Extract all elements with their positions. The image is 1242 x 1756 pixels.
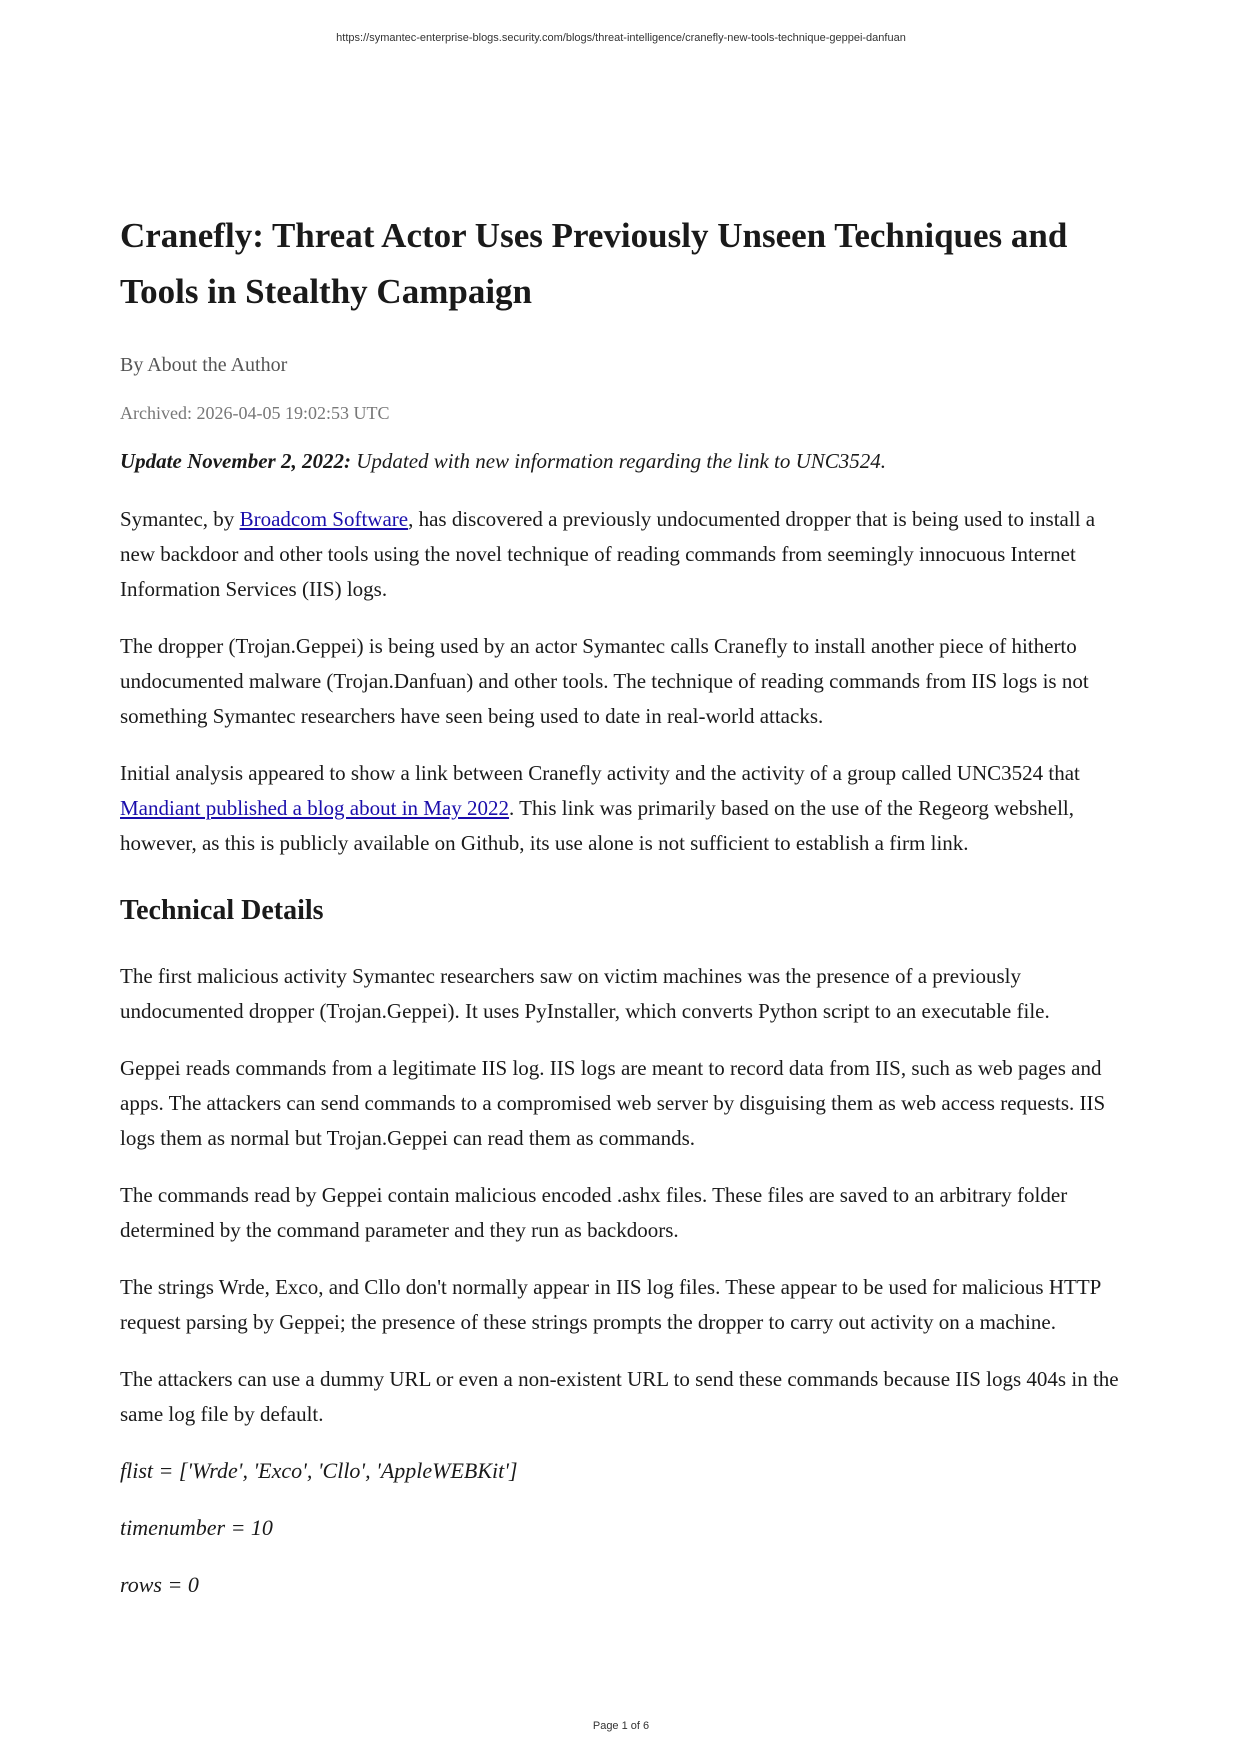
code-line-timenumber: timenumber = 10 <box>120 1515 273 1540</box>
paragraph-unc3524 <box>120 756 1130 861</box>
update-note <box>120 446 1130 476</box>
update-text: Updated with new information regarding the link to UNC3524. <box>350 449 887 473</box>
paragraph-first-activity: The first malicious activity Symantec researchers saw on victim machines was the presence of a previously undocumented dropper (Trojan.Geppei). It uses PyInstaller, which converts Python script to an executable file. <box>120 964 1050 1023</box>
paragraph-unc3524-before: Initial analysis appeared to show a link between Cranefly activity and the activity of a group called UNC3524 that <box>120 761 1080 785</box>
paragraph-strings: The strings Wrde, Exco, and Cllo don't normally appear in IIS log files. These appear to be used for malicious HTTP request parsing by Geppei; the presence of these strings prompts the dropper to carry out activity on a machine. <box>120 1275 1101 1334</box>
update-label: Update November 2, 2022: <box>120 449 351 473</box>
broadcom-software-link[interactable]: Broadcom Software <box>239 507 409 531</box>
code-line-rows: rows = 0 <box>120 1572 199 1597</box>
article-title: Cranefly: Threat Actor Uses Previously Unseen Techniques and Tools in Stealthy Campaign <box>120 216 1068 311</box>
code-line-flist: flist = ['Wrde', 'Exco', 'Cllo', 'AppleWEBKit'] <box>120 1458 518 1483</box>
page-url-header: https://symantec-enterprise-blogs.security.com/blogs/threat-intelligence/cranefly-new-tools-technique-geppei-danfuan <box>336 32 906 44</box>
page-number-footer: Page 1 of 6 <box>592 1720 650 1732</box>
paragraph-intro-after: , has discovered a previously undocumented dropper that is being used to install a new backdoor and other tools using the novel technique of reading commands from seemingly innocuous Internet Information Services (IIS) logs. <box>120 507 1096 601</box>
article <box>120 208 1130 1603</box>
paragraph-ashx-files: The commands read by Geppei contain malicious encoded .ashx files. These files are saved to an arbitrary folder determined by the command parameter and they run as backdoors. <box>120 1183 1068 1242</box>
mandiant-blog-link[interactable]: Mandiant published a blog about in May 2022 <box>120 796 510 820</box>
paragraph-unc3524-after: . This link was primarily based on the use of the Regeorg webshell, however, as this is publicly available on Github, its use alone is not sufficient to establish a firm link. <box>120 796 1074 855</box>
paragraph-iis-logs: Geppei reads commands from a legitimate IIS log. IIS logs are meant to record data from IIS, such as web pages and apps. The attackers can send commands to a compromised web server by disguising them as web access requests. IIS logs them as normal but Trojan.Geppei can read them as commands. <box>120 1056 1106 1150</box>
paragraph-dropper: The dropper (Trojan.Geppei) is being used by an actor Symantec calls Cranefly to install another piece of hitherto undocumented malware (Trojan.Danfuan) and other tools. The technique of reading commands from IIS logs is not something Symantec researchers have seen being used to date in real-world attacks. <box>120 634 1089 728</box>
paragraph-dummy-url: The attackers can use a dummy URL or even a non-existent URL to send these commands because IIS logs 404s in the same log file by default. <box>120 1367 1119 1426</box>
archived-timestamp: Archived: 2026-04-05 19:02:53 UTC <box>120 403 390 423</box>
technical-details-heading: Technical Details <box>120 895 324 926</box>
paragraph-intro-before: Symantec, by <box>120 507 240 531</box>
article-byline: By About the Author <box>120 354 288 376</box>
paragraph-intro <box>120 502 1130 607</box>
